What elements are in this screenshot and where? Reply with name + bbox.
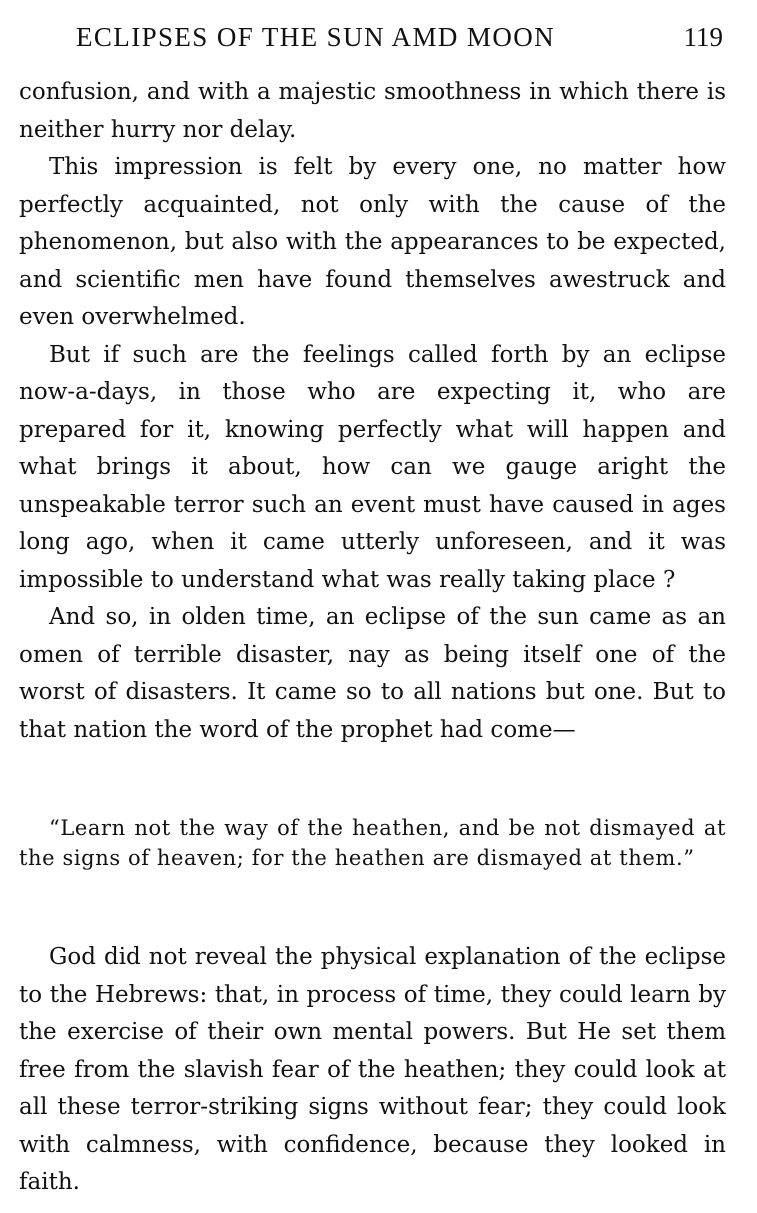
page-number: 119 xyxy=(683,22,723,52)
paragraph-closing: God did not reveal the physical explanation of the eclipse to the Hebrews: that, in process of time, they could learn by the exercise of their own mental powers. But He set them free from the slavish fear of the heathen; they could look at all these terror-striking signs without fear; they could look with calmness, with confidence, because they looked in faith. xyxy=(19,944,726,1195)
prophet-quotation: “Learn not the way of the heathen, and be not dismayed at the signs of heaven; for the heathen are dismayed at them.” xyxy=(19,816,726,870)
running-head-title: ECLIPSES OF THE SUN AMD MOON xyxy=(76,22,556,52)
body-text-top xyxy=(19,74,726,749)
paragraph-feelings: But if such are the feelings called forth by an eclipse now-a-days, in those who are expecting it, who are prepared for it, knowing perfectly what will happen and what brings it about, how can we gauge aright the unspeakable terror such an event must have caused in ages long ago, when it came utterly unforeseen, and it was impossible to understand what was really taking place ? xyxy=(19,341,726,593)
body-text-bottom xyxy=(19,939,726,1202)
paragraph-continuation: confusion, and with a majestic smoothness in which there is neither hurry nor delay. xyxy=(19,79,726,143)
paragraph-olden-time: And so, in olden time, an eclipse of the sun came as an omen of terrible disaster, nay as being itself one of the worst of disasters. It came so to all nations but one. But to that nation the word of the prophet had come— xyxy=(19,604,726,743)
paragraph-impression: This impression is felt by every one, no matter how perfectly acquainted, not only with the cause of the phenomenon, but also with the appearances to be expected, and scientific men have found themselves awestruck and even overwhelmed. xyxy=(19,154,726,330)
page-header xyxy=(0,20,757,56)
